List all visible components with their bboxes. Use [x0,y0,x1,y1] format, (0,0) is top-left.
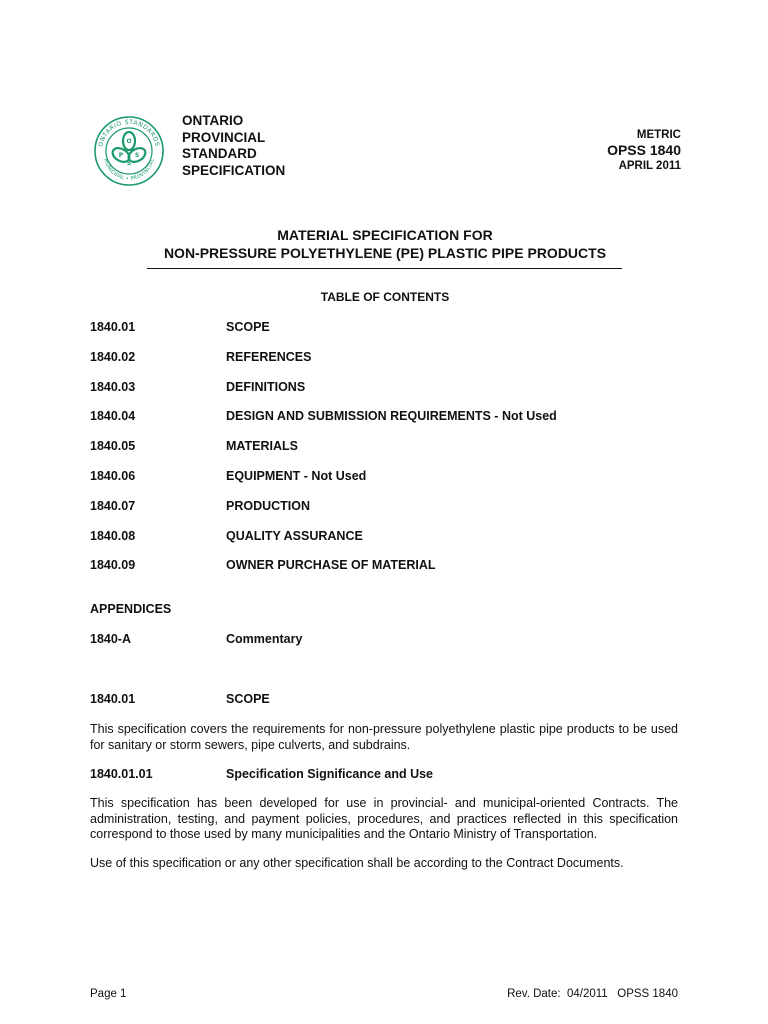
org-line: ONTARIO [182,113,244,128]
toc-item[interactable] [90,380,557,410]
appendix-number: 1840-A [90,632,131,646]
seal-letter: P [118,152,124,159]
title-line-1: MATERIAL SPECIFICATION FOR [277,227,493,243]
toc-item-label: DEFINITIONS [226,379,306,394]
document-title [90,226,680,262]
toc-item-label: PRODUCTION [226,498,311,513]
seal-arc-top-text: ONTARIO STANDARDS [97,118,161,148]
section-label: SCOPE [226,692,270,706]
document-meta [607,128,681,174]
toc-heading: TABLE OF CONTENTS [320,290,450,304]
toc-item-label: REFERENCES [226,349,312,364]
org-line: STANDARD [182,146,257,161]
appendix-item[interactable] [90,632,302,646]
scope-paragraph: This specification covers the requirements for non-pressure polyethylene plastic pipe products to be used for sanitary or storm sewers, pipe culverts, and subdrains. [90,722,678,752]
toc-item-number: 1840.04 [90,409,136,424]
toc-item[interactable] [90,439,557,469]
toc-item-label: QUALITY ASSURANCE [226,528,363,543]
seal-arc-bottom-text: MUNICIPAL • PROVINCIAL [102,157,156,183]
significance-paragraph: This specification has been developed for use in provincial- and municipal-oriented Contracts. The administration, testing, and payment policies, procedures, and practices reflected in this specification correspond to those used by many municipalities and the Ontario Ministry of Transportation. [90,796,678,841]
toc-item-number: 1840.06 [90,468,136,483]
metric-label: METRIC [636,129,681,141]
toc-item-number: 1840.09 [90,558,136,573]
appendix-label: Commentary [226,632,303,646]
opss-seal-graphic [93,115,165,187]
toc-item-number: 1840.01 [90,320,136,334]
document-date: APRIL 2011 [618,160,681,172]
seal-letter: S [134,152,140,159]
toc-item-number: 1840.02 [90,349,136,364]
toc-item-label: EQUIPMENT - Not Used [226,468,367,483]
seal-letter: S [126,160,132,167]
title-divider [147,268,622,269]
toc-item[interactable] [90,529,557,559]
toc-item[interactable] [90,409,557,439]
use-paragraph: Use of this specification or any other specification shall be according to the Contract Documents. [90,856,624,870]
toc-item-number: 1840.08 [90,528,136,543]
subsection-label: Specification Significance and Use [226,767,434,781]
toc-item[interactable] [90,350,557,380]
revision-info: Rev. Date: 04/2011 OPSS 1840 [507,988,678,1000]
org-line: SPECIFICATION [182,162,286,178]
subsection-number: 1840.01.01 [90,767,153,781]
section-heading-scope [90,692,270,706]
toc-item-number: 1840.07 [90,498,136,513]
toc-item-label: OWNER PURCHASE OF MATERIAL [226,558,436,573]
toc-item-number: 1840.05 [90,439,136,454]
toc-item-label: MATERIALS [226,439,298,454]
toc-item-label: SCOPE [226,320,270,334]
document-code: OPSS 1840 [607,142,681,158]
subsection-heading [90,767,433,781]
toc-item-label: DESIGN AND SUBMISSION REQUIREMENTS - Not Used [226,409,557,424]
toc-item[interactable] [90,320,557,350]
toc-item[interactable] [90,558,557,588]
table-of-contents [90,320,557,588]
toc-item-number: 1840.03 [90,379,136,394]
page-number: Page 1 [90,988,127,1000]
toc-item[interactable] [90,469,557,499]
seal-letter: O [126,138,132,145]
opss-seal-icon [93,115,165,187]
appendices-heading: APPENDICES [90,602,172,616]
organization-name [182,113,285,179]
toc-item[interactable] [90,499,557,529]
title-line-2: NON-PRESSURE POLYETHYLENE (PE) PLASTIC PIPE PRODUCTS [163,245,607,261]
org-line: PROVINCIAL [182,129,266,145]
section-number: 1840.01 [90,692,136,706]
